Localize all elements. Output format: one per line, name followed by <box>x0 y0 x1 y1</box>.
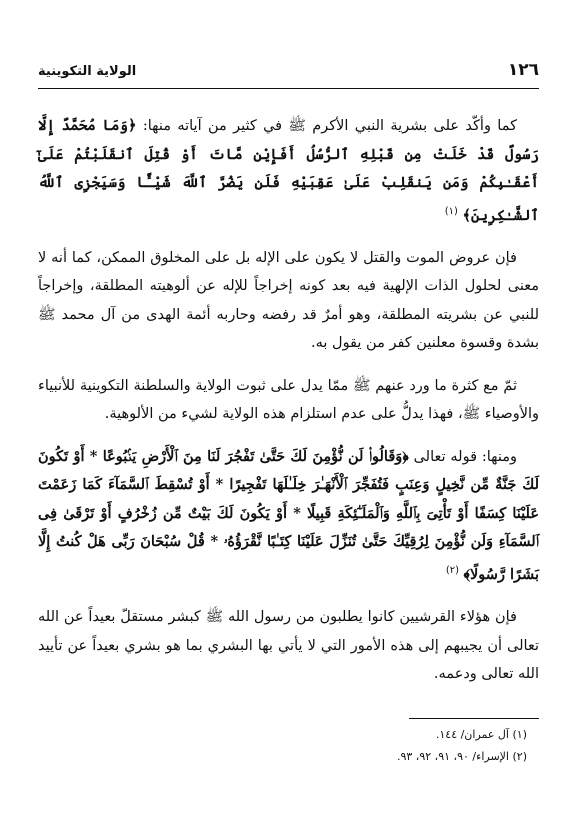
paragraph-5: فإن هؤلاء القرشيين كانوا يطلبون من رسول الله ﷺ كبشر مستقلّ بعيداً عن الله تعالى أن يجيبهم إلى هذه الأمور التي لا يأتي بها البشري بما هو بشري بعيداً عن تأييد الله تعالى ودعمه. <box>38 609 539 683</box>
quran-verse-1: ﴿وَمَا مُحَمَّدٌ إِلَّا رَسُولٌ قَدْ خَلَتْ مِن قَبْلِهِ ٱلرُّسُلُ أَفَإِيْن مَّاتَ أَوْ قُتِلَ ٱنقَلَبْتُمْ عَلَىٰٓ أَعْقَـٰبِكُمْ وَمَن يَنقَلِبْ عَلَىٰ عَقِبَيْهِ فَلَن يَضُرَّ ٱللَّهَ شَيْـًٔا وَسَيَجْزِى ٱللَّهُ ٱلشَّـٰكِرِينَ﴾ <box>38 117 539 224</box>
paragraph-1 <box>38 112 539 230</box>
paragraph-3: ثمّ مع كثرة ما ورد عنهم ﷺ ممّا يدل على ثبوت الولاية والسلطنة التكوينية للأنبياء والأوصياء ﷺ، فهذا يدلُّ على عدم استلزام هذه الولاية لشيء من الألوهية. <box>38 377 539 423</box>
paragraph-4-intro: ومنها: قوله تعالى <box>408 448 517 465</box>
paragraph-4 <box>38 443 539 589</box>
page-header <box>38 60 539 89</box>
paragraph-1-intro: كما وأكّد على بشرية النبي الأكرم ﷺ في كثير من آياته منها: <box>136 118 517 134</box>
footnotes <box>38 724 539 768</box>
main-text <box>38 112 539 703</box>
quran-verse-2: ﴿وَقَالُوا۟ لَن نُّؤْمِنَ لَكَ حَتَّىٰ تَفْجُرَ لَنَا مِنَ ٱلْأَرْضِ يَنۢبُوعًا * أَوْ تَكُونَ لَكَ جَنَّةٌ مِّن نَّخِيلٍ وَعِنَبٍ فَتُفَجِّرَ ٱلْأَنْهَـٰرَ خِلَـٰلَهَا تَفْجِيرًا * أَوْ تُسْقِطَ ٱلسَّمَآءَ كَمَا زَعَمْتَ عَلَيْنَا كِسَفًا أَوْ تَأْتِىَ بِٱللَّهِ وَٱلْمَلَـٰٓئِكَةِ قَبِيلًا * أَوْ يَكُونَ لَكَ بَيْتٌ مِّن زُخْرُفٍ أَوْ تَرْقَىٰ فِى ٱلسَّمَآءِ وَلَن نُّؤْمِنَ لِرُقِيِّكَ حَتَّىٰ تُنَزِّلَ عَلَيْنَا كِتَـٰبًا نَّقْرَؤُهُۥ * قُلْ سُبْحَانَ رَبِّى هَلْ كُنتُ إِلَّا بَشَرًا رَّسُولًا﴾ <box>38 447 539 583</box>
footnote-ref-1[interactable]: (١) <box>444 205 458 217</box>
footnote-1: (١) آل عمران/ ١٤٤. <box>435 728 527 741</box>
paragraph-2: فإن عروض الموت والقتل لا يكون على الإله بل على المخلوق الممكن، كما أنه لا معنى لحلول الذات الإلهية فيه بعد كونه إخراجاً للإله عن ألوهيته المطلقة، وإخراجاً للنبي عن بشريته المطلقة، وهو أمرٌ قد رفضه وحاربه أئمة الهدى من آل محمد ﷺ بشدة وقسوة معلنين كفر من يقول به. <box>38 249 539 352</box>
running-title: الولاية التكوينية <box>38 64 137 79</box>
footnote-2: (٢) الإسراء/ ٩٠، ٩١، ٩٢، ٩٣. <box>396 750 527 763</box>
footnote-divider <box>409 718 539 719</box>
page-number: ١٢٦ <box>507 60 539 80</box>
footnote-ref-2[interactable]: (٢) <box>445 564 459 576</box>
